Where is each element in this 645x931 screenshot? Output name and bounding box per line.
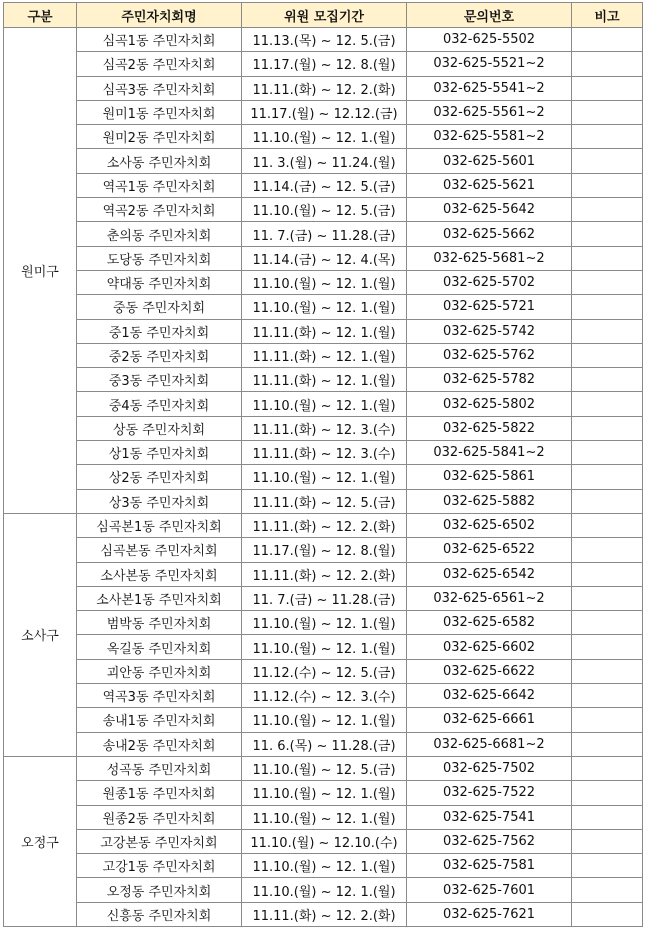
table-body [4,28,643,927]
contact-cell: 032-625-5502 [407,28,572,52]
remarks-cell [572,465,643,489]
table-row [4,805,643,829]
contact-cell: 032-625-6642 [407,684,572,708]
remarks-cell [572,392,643,416]
committee-name-cell: 성곡동 주민자치회 [77,756,242,780]
period-cell: 11.14.(금) ~ 12. 5.(금) [242,173,407,197]
table-row [4,319,643,343]
table-row [4,100,643,124]
remarks-cell [572,52,643,76]
contact-cell: 032-625-7502 [407,756,572,780]
committee-name-cell: 심곡3동 주민자치회 [77,76,242,100]
remarks-cell [572,295,643,319]
table-row [4,635,643,659]
period-cell: 11. 7.(금) ~ 11.28.(금) [242,222,407,246]
period-cell: 11.10.(월) ~ 12. 5.(금) [242,198,407,222]
contact-cell: 032-625-5802 [407,392,572,416]
committee-name-cell: 심곡본동 주민자치회 [77,538,242,562]
period-cell: 11.17.(월) ~ 12.12.(금) [242,100,407,124]
table-row [4,149,643,173]
committee-name-cell: 고강본동 주민자치회 [77,829,242,853]
table-row [4,173,643,197]
remarks-cell [572,343,643,367]
contact-cell: 032-625-5662 [407,222,572,246]
contact-cell: 032-625-5742 [407,319,572,343]
table-row [4,246,643,270]
period-cell: 11.12.(수) ~ 12. 3.(수) [242,684,407,708]
contact-cell: 032-625-5561~2 [407,100,572,124]
remarks-cell [572,222,643,246]
contact-cell: 032-625-5681~2 [407,246,572,270]
remarks-cell [572,441,643,465]
table-row [4,52,643,76]
committee-name-cell: 원종1동 주민자치회 [77,781,242,805]
committee-name-cell: 춘의동 주민자치회 [77,222,242,246]
contact-cell: 032-625-6681~2 [407,732,572,756]
period-cell: 11.10.(월) ~ 12. 1.(월) [242,125,407,149]
committee-name-cell: 고강1동 주민자치회 [77,854,242,878]
committee-name-cell: 중3동 주민자치회 [77,368,242,392]
committee-name-cell: 약대동 주민자치회 [77,270,242,294]
remarks-cell [572,635,643,659]
table-row [4,708,643,732]
contact-cell: 032-625-6622 [407,659,572,683]
committee-name-cell: 신흥동 주민자치회 [77,902,242,926]
committee-name-cell: 상3동 주민자치회 [77,489,242,513]
committee-name-cell: 역곡2동 주민자치회 [77,198,242,222]
table-row [4,343,643,367]
remarks-cell [572,708,643,732]
table-row [4,732,643,756]
period-cell: 11.11.(화) ~ 12. 3.(수) [242,441,407,465]
table-row [4,538,643,562]
committee-name-cell: 송내1동 주민자치회 [77,708,242,732]
period-cell: 11.11.(화) ~ 12. 5.(금) [242,489,407,513]
remarks-cell [572,562,643,586]
period-cell: 11.10.(월) ~ 12. 1.(월) [242,635,407,659]
committee-name-cell: 중2동 주민자치회 [77,343,242,367]
remarks-cell [572,659,643,683]
remarks-cell [572,781,643,805]
contact-cell: 032-625-5721 [407,295,572,319]
remarks-cell [572,270,643,294]
period-cell: 11.11.(화) ~ 12. 2.(화) [242,513,407,537]
period-cell: 11.12.(수) ~ 12. 5.(금) [242,659,407,683]
table-row [4,76,643,100]
remarks-cell [572,368,643,392]
remarks-cell [572,28,643,52]
committee-name-cell: 심곡본1동 주민자치회 [77,513,242,537]
contact-cell: 032-625-7522 [407,781,572,805]
period-cell: 11.11.(화) ~ 12. 1.(월) [242,319,407,343]
period-cell: 11.10.(월) ~ 12. 1.(월) [242,805,407,829]
remarks-cell [572,100,643,124]
contact-cell: 032-625-5581~2 [407,125,572,149]
committee-name-cell: 원미2동 주민자치회 [77,125,242,149]
contact-cell: 032-625-7601 [407,878,572,902]
committee-name-cell: 상동 주민자치회 [77,416,242,440]
committee-name-cell: 중1동 주민자치회 [77,319,242,343]
contact-cell: 032-625-7621 [407,902,572,926]
table-row [4,392,643,416]
contact-cell: 032-625-6502 [407,513,572,537]
committee-name-cell: 상2동 주민자치회 [77,465,242,489]
remarks-cell [572,76,643,100]
table-row [4,489,643,513]
header-row [4,3,643,28]
committee-name-cell: 심곡1동 주민자치회 [77,28,242,52]
period-cell: 11.14.(금) ~ 12. 4.(목) [242,246,407,270]
period-cell: 11.10.(월) ~ 12. 1.(월) [242,854,407,878]
contact-cell: 032-625-6542 [407,562,572,586]
contact-cell: 032-625-5882 [407,489,572,513]
header-contact-number: 문의번호 [407,3,572,28]
remarks-cell [572,805,643,829]
table-row [4,659,643,683]
committee-name-cell: 역곡1동 주민자치회 [77,173,242,197]
period-cell: 11. 6.(목) ~ 11.28.(금) [242,732,407,756]
contact-cell: 032-625-7541 [407,805,572,829]
period-cell: 11.10.(월) ~ 12. 1.(월) [242,270,407,294]
remarks-cell [572,902,643,926]
remarks-cell [572,416,643,440]
remarks-cell [572,149,643,173]
district-cell: 오정구 [4,756,77,926]
committee-recruitment-table [3,2,643,927]
table-row [4,368,643,392]
committee-name-cell: 소사동 주민자치회 [77,149,242,173]
committee-name-cell: 범박동 주민자치회 [77,611,242,635]
table-row [4,270,643,294]
header-remarks: 비고 [572,3,643,28]
remarks-cell [572,173,643,197]
period-cell: 11.11.(화) ~ 12. 2.(화) [242,902,407,926]
period-cell: 11.10.(월) ~ 12. 1.(월) [242,392,407,416]
committee-name-cell: 원종2동 주민자치회 [77,805,242,829]
contact-cell: 032-625-6561~2 [407,586,572,610]
contact-cell: 032-625-5702 [407,270,572,294]
contact-cell: 032-625-7562 [407,829,572,853]
committee-name-cell: 옥길동 주민자치회 [77,635,242,659]
contact-cell: 032-625-5601 [407,149,572,173]
table-row [4,513,643,537]
table-row [4,198,643,222]
period-cell: 11.10.(월) ~ 12. 1.(월) [242,708,407,732]
remarks-cell [572,319,643,343]
table-row [4,222,643,246]
period-cell: 11.10.(월) ~ 12. 1.(월) [242,781,407,805]
contact-cell: 032-625-6582 [407,611,572,635]
contact-cell: 032-625-7581 [407,854,572,878]
period-cell: 11.11.(화) ~ 12. 2.(화) [242,76,407,100]
committee-name-cell: 상1동 주민자치회 [77,441,242,465]
table-row [4,781,643,805]
committee-name-cell: 중4동 주민자치회 [77,392,242,416]
remarks-cell [572,489,643,513]
remarks-cell [572,878,643,902]
period-cell: 11.13.(목) ~ 12. 5.(금) [242,28,407,52]
period-cell: 11.10.(월) ~ 12. 1.(월) [242,465,407,489]
committee-name-cell: 소사본1동 주민자치회 [77,586,242,610]
district-cell: 원미구 [4,28,77,514]
table-row [4,902,643,926]
remarks-cell [572,854,643,878]
table-row [4,28,643,52]
committee-name-cell: 원미1동 주민자치회 [77,100,242,124]
remarks-cell [572,732,643,756]
committee-name-cell: 도당동 주민자치회 [77,246,242,270]
committee-name-cell: 소사본동 주민자치회 [77,562,242,586]
remarks-cell [572,513,643,537]
remarks-cell [572,684,643,708]
remarks-cell [572,198,643,222]
contact-cell: 032-625-5841~2 [407,441,572,465]
table-row [4,295,643,319]
contact-cell: 032-625-6522 [407,538,572,562]
committee-name-cell: 괴안동 주민자치회 [77,659,242,683]
remarks-cell [572,756,643,780]
remarks-cell [572,611,643,635]
table-row [4,416,643,440]
remarks-cell [572,246,643,270]
committee-name-cell: 역곡3동 주민자치회 [77,684,242,708]
table-row [4,125,643,149]
remarks-cell [572,829,643,853]
table-row [4,465,643,489]
district-cell: 소사구 [4,513,77,756]
table-row [4,586,643,610]
contact-cell: 032-625-6661 [407,708,572,732]
table-row [4,441,643,465]
committee-name-cell: 심곡2동 주민자치회 [77,52,242,76]
table-row [4,684,643,708]
table-row [4,854,643,878]
period-cell: 11.11.(화) ~ 12. 1.(월) [242,343,407,367]
table-row [4,562,643,586]
table-row [4,756,643,780]
header-committee-name: 주민자치회명 [77,3,242,28]
period-cell: 11.10.(월) ~ 12.10.(수) [242,829,407,853]
period-cell: 11.10.(월) ~ 12. 1.(월) [242,611,407,635]
committee-name-cell: 송내2동 주민자치회 [77,732,242,756]
period-cell: 11.10.(월) ~ 12. 1.(월) [242,878,407,902]
contact-cell: 032-625-5541~2 [407,76,572,100]
contact-cell: 032-625-5642 [407,198,572,222]
table-row [4,829,643,853]
table-row [4,878,643,902]
contact-cell: 032-625-5762 [407,343,572,367]
period-cell: 11.11.(화) ~ 12. 1.(월) [242,368,407,392]
header-recruitment-period: 위원 모집기간 [242,3,407,28]
header-district: 구분 [4,3,77,28]
committee-name-cell: 오정동 주민자치회 [77,878,242,902]
period-cell: 11. 7.(금) ~ 11.28.(금) [242,586,407,610]
period-cell: 11.11.(화) ~ 12. 3.(수) [242,416,407,440]
remarks-cell [572,586,643,610]
period-cell: 11. 3.(월) ~ 11.24.(월) [242,149,407,173]
contact-cell: 032-625-6602 [407,635,572,659]
period-cell: 11.11.(화) ~ 12. 2.(화) [242,562,407,586]
remarks-cell [572,125,643,149]
table-row [4,611,643,635]
period-cell: 11.10.(월) ~ 12. 1.(월) [242,295,407,319]
contact-cell: 032-625-5521~2 [407,52,572,76]
contact-cell: 032-625-5861 [407,465,572,489]
contact-cell: 032-625-5621 [407,173,572,197]
contact-cell: 032-625-5782 [407,368,572,392]
contact-cell: 032-625-5822 [407,416,572,440]
period-cell: 11.17.(월) ~ 12. 8.(월) [242,52,407,76]
remarks-cell [572,538,643,562]
committee-name-cell: 중동 주민자치회 [77,295,242,319]
period-cell: 11.17.(월) ~ 12. 8.(월) [242,538,407,562]
period-cell: 11.10.(월) ~ 12. 5.(금) [242,756,407,780]
